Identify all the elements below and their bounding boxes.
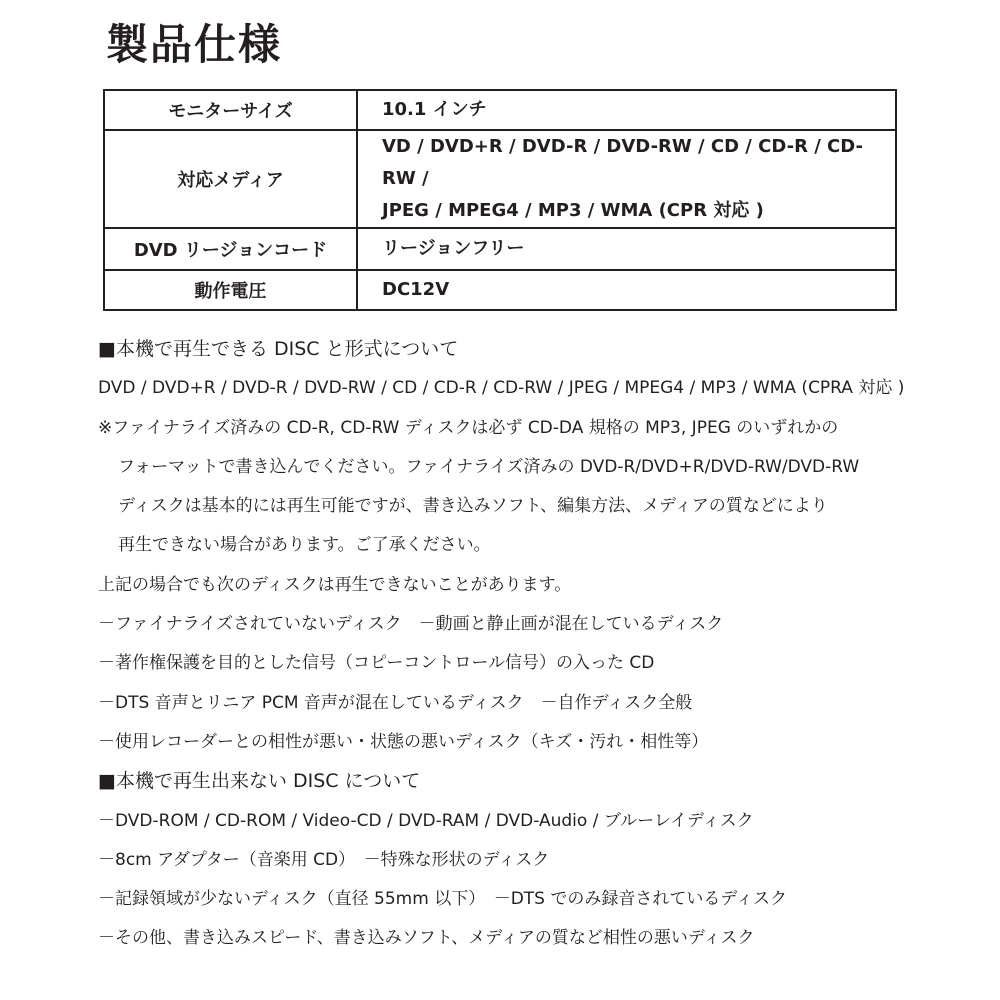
spec-value-line: VD / DVD+R / DVD-R / DVD-RW / CD / CD-R / CD-RW /	[382, 136, 864, 189]
playable-heading: ■本機で再生できる DISC と形式について	[98, 338, 459, 360]
spec-value-line: DC12V	[382, 279, 450, 300]
unplayable-heading: ■本機で再生出来ない DISC について	[98, 770, 421, 793]
spec-row-voltage	[104, 270, 896, 310]
exception-item: －著作権保護を目的とした信号（コピーコントロール信号）の入った CD	[98, 653, 655, 674]
spec-row-monitor-size	[104, 90, 896, 130]
notes-section	[98, 330, 938, 959]
spec-row-region-code	[104, 228, 896, 270]
unplayable-item: －DVD-ROM / CD-ROM / Video-CD / DVD-RAM / DVD-Audio / ブルーレイディスク	[98, 810, 754, 831]
page-title: 製品仕様	[106, 20, 283, 69]
exception-item: －使用レコーダーとの相性が悪い・状態の悪いディスク（キズ・汚れ・相性等）	[98, 731, 709, 752]
spec-label: DVD リージョンコード	[104, 228, 357, 270]
spec-value	[357, 90, 896, 130]
playable-formats: DVD / DVD+R / DVD-R / DVD-RW / CD / CD-R / CD-RW / JPEG / MPEG4 / MP3 / WMA (CPRA 対応 )	[98, 378, 905, 399]
unplayable-item: －8cm アダプター（音楽用 CD） －特殊な形状のディスク	[98, 849, 550, 870]
finalize-note-line: ※ファイナライズ済みの CD-R, CD-RW ディスクは必ず CD-DA 規格の MP3, JPEG のいずれかの	[98, 417, 839, 438]
exception-item: －DTS 音声とリニア PCM 音声が混在しているディスク －自作ディスク全般	[98, 692, 693, 713]
unplayable-item: －記録領域が少ないディスク（直径 55mm 以下） －DTS でのみ録音されているディスク	[98, 889, 788, 910]
spec-label: 動作電圧	[104, 270, 357, 310]
exception-item: －ファイナライズされていないディスク －動画と静止画が混在しているディスク	[98, 614, 724, 635]
spec-table	[103, 89, 897, 311]
spec-value	[357, 228, 896, 270]
spec-value-line: 10.1 インチ	[382, 99, 487, 120]
finalize-note-line: ディスクは基本的には再生可能ですが、書き込みソフト、編集方法、メディアの質などにより	[118, 496, 828, 517]
finalize-note-line: フォーマットで書き込んでください。ファイナライズ済みの DVD-R/DVD+R/DVD-RW/DVD-RW	[118, 456, 860, 477]
spec-value	[357, 270, 896, 310]
exceptions-intro: 上記の場合でも次のディスクは再生できないことがあります。	[98, 574, 572, 595]
spec-value-line: JPEG / MPEG4 / MP3 / WMA (CPR 対応 )	[382, 200, 764, 221]
finalize-note-line: 再生できない場合があります。ご了承ください。	[118, 535, 491, 556]
spec-value-line: リージョンフリー	[382, 238, 525, 259]
spec-row-media	[104, 130, 896, 228]
spec-label: 対応メディア	[104, 130, 357, 228]
spec-value	[357, 130, 896, 228]
spec-label: モニターサイズ	[104, 90, 357, 130]
unplayable-item: －その他、書き込みスピード、書き込みソフト、メディアの質など相性の悪いディスク	[98, 928, 755, 949]
